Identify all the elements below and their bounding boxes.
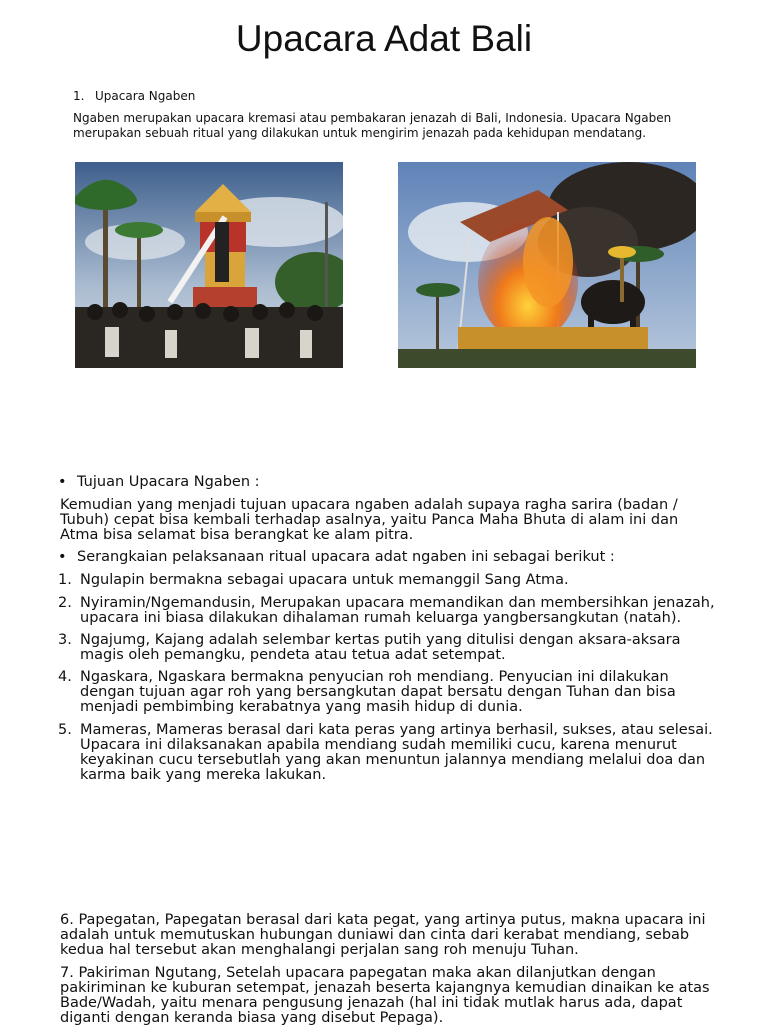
ngaben-procession-photo [75,162,343,368]
section-description: Ngaben merupakan upacara kremasi atau pembakaran jenazah di Bali, Indonesia. Upacara Ngaben merupakan sebuah ritual yang dilakukan untuk mengirim jenazah pada kehidupan mendatang. [73,111,672,140]
rangkaian-heading-text: Serangkaian pelaksanaan ritual upacara adat ngaben ini sebagai berikut : [77,549,615,565]
list-item [58,573,718,588]
list-item [58,723,718,783]
bullet: • [58,474,67,490]
list-item-number: 1. [58,572,72,588]
list-item [58,670,718,715]
section-heading-text: Upacara Ngaben [95,89,196,103]
list-item-text: Nyiramin/Ngemandusin, Merupakan upacara memandikan dan membersihkan jenazah, upacara ini biasa dilakukan dihalaman rumah keluarga yangbersangkutan (natah). [80,595,715,626]
bullet: • [58,549,67,565]
list-item-number: 2. [58,595,72,611]
section-heading-ngaben [73,89,195,103]
list-item-text: Ngaskara, Ngaskara bermakna penyucian roh mendiang. Penyucian ini dilakukan dengan tujuan agar roh yang bersangkutan dapat bersatu dengan Tuhan dan bisa menjadi pembimbing kerabatnya yang masih hidup di dunia. [80,669,676,715]
list-item-text: Ngajumg, Kajang adalah selembar kertas putih yang ditulisi dengan aksara-aksara magis oleh pemangku, pendeta atau tetua adat setempat. [80,632,681,663]
list-item [58,633,718,663]
list-item-text: Ngulapin bermakna sebagai upacara untuk memanggil Sang Atma. [80,572,569,588]
ngaben-cremation-fire-photo [398,162,696,368]
list-item-text: Mameras, Mameras berasal dari kata peras yang artinya berhasil, sukses, atau selesai. Upacara ini dilaksanakan apabila mendiang sudah memiliki cucu, karena menurut keyakinan cucu tersebutlah yang akan menuntun jalannya mendiang melalui doa dan karma baik yang mereka lakukan. [80,722,713,783]
list-item-7: 7. Pakiriman Ngutang, Setelah upacara papegatan maka akan dilanjutkan dengan pakiriminan ke kuburan setempat, jenazah beserta kajangnya kemudian dinaikan ke atas Bade/Wadah, yaitu menara pengusung jenazah (hal ini tidak mutlak harus ada, dapat diganti dengan keranda biasa yang disebut Pepaga). [60,965,710,1026]
list-item-number: 4. [58,669,72,685]
list-item-number: 3. [58,632,72,648]
tujuan-heading-text: Tujuan Upacara Ngaben : [77,474,260,490]
list-item-6: 6. Papegatan, Papegatan berasal dari kata pegat, yang artinya putus, makna upacara ini adalah untuk memutuskan hubungan duniawi dan cinta dari kerabat mendiang, sebab kedua hal tersebut akan menghalangi perjalan sang roh menuju Tuhan. [60,912,706,958]
list-item [58,596,718,626]
rangkaian-heading [58,549,615,565]
section-number: 1. [73,89,85,103]
list-item-number: 5. [58,722,72,738]
page-title: Upacara Adat Bali [235,18,533,59]
tujuan-heading [58,474,260,490]
tujuan-paragraph: Kemudian yang menjadi tujuan upacara ngaben adalah supaya ragha sarira (badan / Tubuh) cepat bisa kembali terhadap asalnya, yaitu Panca Maha Bhuta di alam ini dan Atma bisa selamat bisa berangkat ke alam pitra. [60,497,679,543]
